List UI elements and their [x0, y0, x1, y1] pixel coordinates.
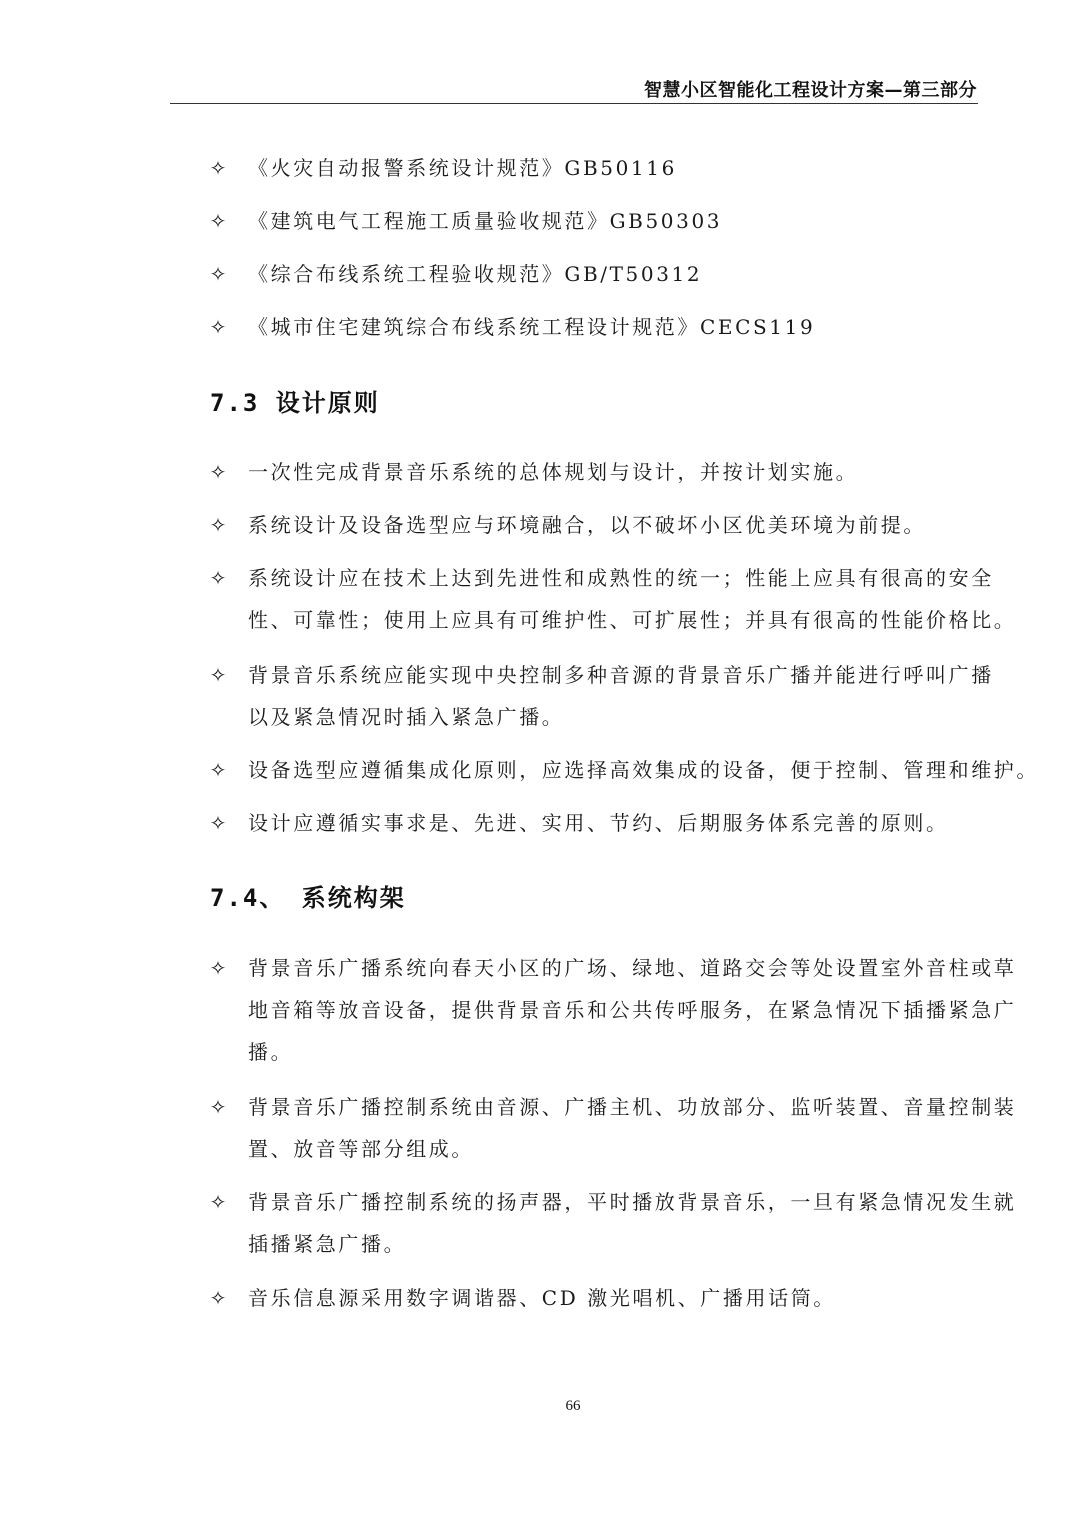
bullet-star-icon: ✧: [209, 663, 227, 687]
bullet-star-icon: ✧: [209, 156, 227, 180]
bullet-star-icon: ✧: [209, 566, 227, 590]
list-item-text: 《建筑电气工程施工质量验收规范》GB50303: [248, 209, 723, 233]
bullet-star-icon: ✧: [209, 209, 227, 233]
page-number: 66: [565, 1398, 581, 1414]
bullet-star-icon: ✧: [209, 1190, 227, 1214]
list-item-text: 性、可靠性；使用上应具有可维护性、可扩展性；并具有很高的性能价格比。: [248, 608, 1017, 632]
list-item-text: 《综合布线系统工程验收规范》GB/T50312: [248, 262, 703, 286]
header-title: 智慧小区智能化工程设计方案—第三部分: [644, 80, 977, 101]
list-item-text: 以及紧急情况时插入紧急广播。: [248, 705, 565, 729]
list-item-text: 系统设计及设备选型应与环境融合，以不破坏小区优美环境为前提。: [248, 513, 926, 537]
list-item-text: 系统设计应在技术上达到先进性和成熟性的统一；性能上应具有很高的安全: [248, 566, 994, 590]
list-item-text: 设计应遵循实事求是、先进、实用、节约、后期服务体系完善的原则。: [248, 811, 949, 835]
bullet-star-icon: ✧: [209, 1286, 227, 1310]
list-item-text: 设备选型应遵循集成化原则，应选择高效集成的设备，便于控制、管理和维护。: [248, 758, 1039, 782]
list-item-text: 插播紧急广播。: [248, 1232, 407, 1256]
header-divider: [170, 103, 978, 104]
bullet-star-icon: ✧: [209, 513, 227, 537]
list-item-text: 《火灾自动报警系统设计规范》GB50116: [248, 156, 677, 180]
list-item-text: 置、放音等部分组成。: [248, 1137, 474, 1161]
bullet-star-icon: ✧: [209, 811, 227, 835]
list-item-text: 播。: [248, 1040, 294, 1064]
list-item-text: 背景音乐广播控制系统的扬声器，平时播放背景音乐，一旦有紧急情况发生就: [248, 1190, 1017, 1214]
list-item-text: 《城市住宅建筑综合布线系统工程设计规范》CECS119: [248, 315, 816, 339]
list-item-text: 一次性完成背景音乐系统的总体规划与设计，并按计划实施。: [248, 460, 859, 484]
list-item-text: 音乐信息源采用数字调谐器、CD 激光唱机、广播用话筒。: [248, 1286, 836, 1310]
bullet-star-icon: ✧: [209, 315, 227, 339]
bullet-star-icon: ✧: [209, 262, 227, 286]
list-item-text: 背景音乐系统应能实现中央控制多种音源的背景音乐广播并能进行呼叫广播: [248, 663, 994, 687]
section-heading-7-4: 7.4、 系统构架: [210, 884, 406, 912]
bullet-star-icon: ✧: [209, 758, 227, 782]
list-item-text: 背景音乐广播控制系统由音源、广播主机、功放部分、监听装置、音量控制装: [248, 1095, 1017, 1119]
list-item-text: 背景音乐广播系统向春天小区的广场、绿地、道路交会等处设置室外音柱或草: [248, 956, 1017, 980]
list-item-text: 地音箱等放音设备，提供背景音乐和公共传呼服务，在紧急情况下插播紧急广: [248, 998, 1017, 1022]
bullet-star-icon: ✧: [209, 956, 227, 980]
section-heading-7-3: 7.3 设计原则: [210, 389, 380, 417]
bullet-star-icon: ✧: [209, 1095, 227, 1119]
bullet-star-icon: ✧: [209, 460, 227, 484]
